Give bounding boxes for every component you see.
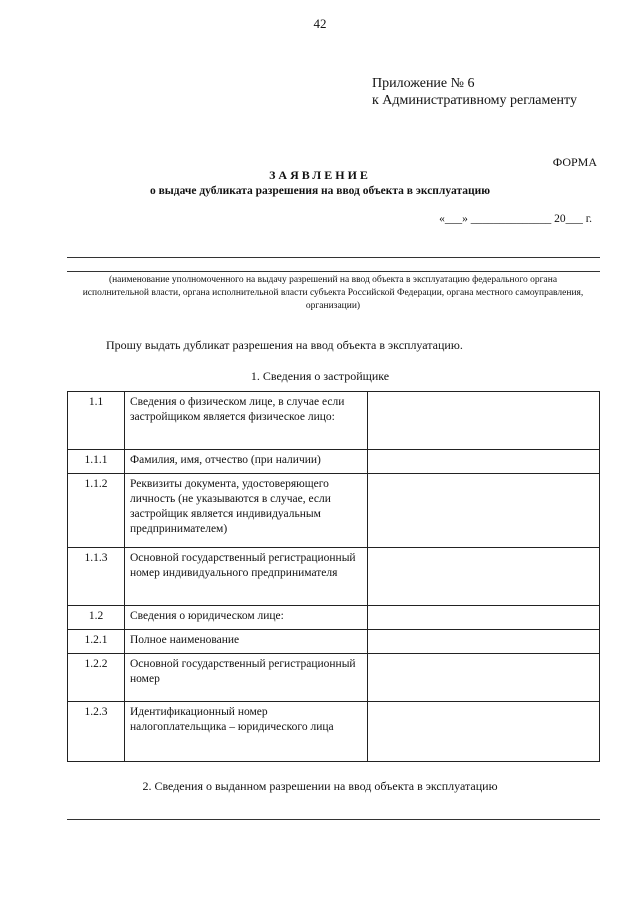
section-1-title: 1. Сведения о застройщике xyxy=(250,369,390,383)
appendix-line-1: Приложение № 6 xyxy=(372,76,475,91)
page-number: 42 xyxy=(313,16,327,31)
request-text: Прошу выдать дубликат разрешения на ввод объекта в эксплуатацию. xyxy=(106,338,463,352)
row-value-field[interactable] xyxy=(368,474,600,548)
row-label: Полное наименование xyxy=(125,630,368,654)
table-row xyxy=(68,606,600,630)
row-value-field[interactable] xyxy=(368,548,600,606)
table-row xyxy=(68,630,600,654)
form-label: ФОРМА xyxy=(552,155,597,169)
document-subtitle: о выдаче дубликата разрешения на ввод объекта в эксплуатацию xyxy=(149,185,491,197)
row-label: Основной государственный регистрационный номер xyxy=(125,654,368,702)
row-label: Фамилия, имя, отчество (при наличии) xyxy=(125,450,368,474)
table-row xyxy=(68,474,600,548)
row-value-field[interactable] xyxy=(368,630,600,654)
row-label: Сведения о юридическом лице: xyxy=(125,606,368,630)
row-label: Сведения о физическом лице, в случае если застройщиком является физическое лицо: xyxy=(125,392,368,450)
table-row xyxy=(68,654,600,702)
row-number: 1.2 xyxy=(68,606,125,630)
authority-caption: (наименование уполномоченного на выдачу разрешений на ввод объекта в эксплуатацию федерального органа исполнительной власти, органа исполнительной власти субъекта Российской Федерации, органа местного самоуправления, организации) xyxy=(82,275,584,311)
table-row xyxy=(68,548,600,606)
authority-name-line xyxy=(67,257,600,258)
row-value-field[interactable] xyxy=(368,654,600,702)
row-number: 1.2.3 xyxy=(68,702,125,762)
row-value-field[interactable] xyxy=(368,606,600,630)
appendix-reference xyxy=(372,75,577,109)
row-label: Реквизиты документа, удостоверяющего личность (не указываются в случае, если застройщик является индивидуальным предпринимателем) xyxy=(125,474,368,548)
row-value-field[interactable] xyxy=(368,702,600,762)
row-value-field[interactable] xyxy=(368,450,600,474)
row-label: Идентификационный номер налогоплательщика – юридического лица xyxy=(125,702,368,762)
date-line: «___» ______________ 20___ г. xyxy=(439,213,592,225)
table-row xyxy=(68,702,600,762)
applicant-info-table xyxy=(67,391,600,762)
row-value-field[interactable] xyxy=(368,392,600,450)
table-row xyxy=(68,450,600,474)
row-number: 1.1 xyxy=(68,392,125,450)
document-title: ЗАЯВЛЕНИЕ xyxy=(269,168,371,182)
table-row xyxy=(68,392,600,450)
row-number: 1.1.3 xyxy=(68,548,125,606)
row-number: 1.1.1 xyxy=(68,450,125,474)
appendix-line-2: к Административному регламенту xyxy=(372,93,577,108)
section-2-title: 2. Сведения о выданном разрешении на ввод объекта в эксплуатацию xyxy=(142,779,498,793)
row-number: 1.2.2 xyxy=(68,654,125,702)
authority-name-line-2 xyxy=(67,271,600,272)
section-2-entry-line xyxy=(67,819,600,820)
row-number: 1.2.1 xyxy=(68,630,125,654)
row-number: 1.1.2 xyxy=(68,474,125,548)
row-label: Основной государственный регистрационный номер индивидуального предпринимателя xyxy=(125,548,368,606)
